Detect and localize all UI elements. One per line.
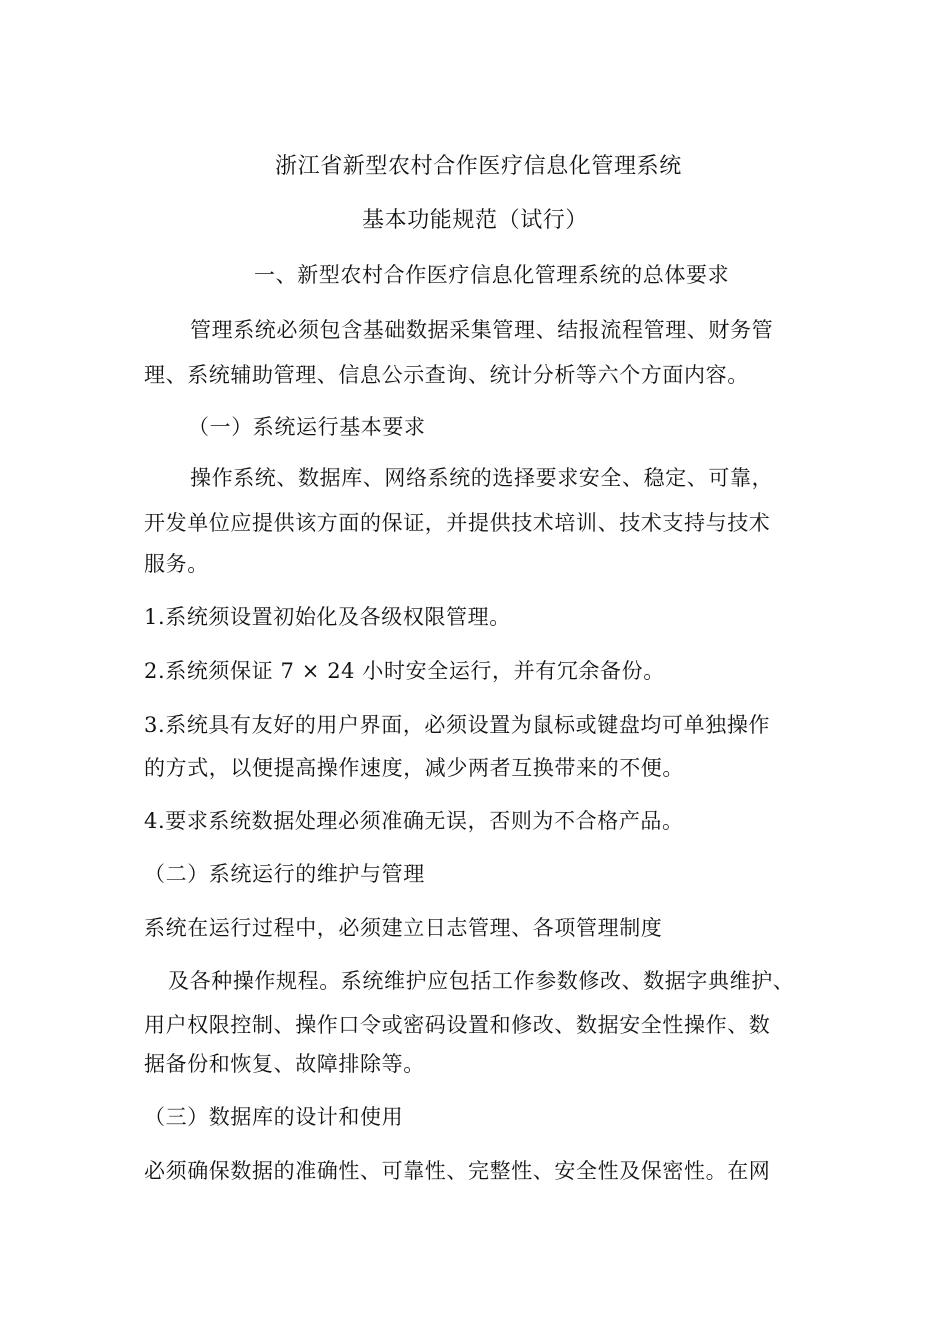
subsection-1-paragraph-line-1: 操作系统、数据库、网络系统的选择要求安全、稳定、可靠， — [190, 466, 774, 490]
subsection-3-heading: （三）数据库的设计和使用 — [144, 1105, 404, 1129]
doc-title-line-1: 浙江省新型农村合作医疗信息化管理系统 — [275, 154, 682, 179]
subsection-2-paragraph-line-3: 用户权限控制、操作口令或密码设置和修改、数据安全性操作、数 — [144, 1013, 771, 1037]
list-item-1: 1.系统须设置初始化及各级权限管理。 — [144, 605, 511, 629]
subsection-2-heading: （二）系统运行的维护与管理 — [144, 862, 425, 886]
subsection-3-paragraph-line-1: 必须确保数据的准确性、可靠性、完整性、安全性及保密性。在网 — [144, 1159, 771, 1183]
subsection-1-paragraph-line-2: 开发单位应提供该方面的保证，并提供技术培训、技术支持与技术 — [144, 511, 771, 535]
list-item-3-line-2: 的方式，以便提高操作速度，减少两者互换带来的不便。 — [144, 756, 684, 780]
list-item-3-line-1: 3.系统具有友好的用户界面，必须设置为鼠标或键盘均可单独操作 — [144, 713, 771, 737]
subsection-2-paragraph-line-1: 系统在运行过程中，必须建立日志管理、各项管理制度 — [144, 916, 663, 940]
subsection-1-heading: （一）系统运行基本要求 — [188, 415, 426, 439]
intro-paragraph-line-1: 管理系统必须包含基础数据采集管理、结报流程管理、财务管 — [190, 318, 774, 342]
subsection-1-paragraph-line-3: 服务。 — [144, 552, 209, 576]
subsection-2-paragraph-line-4: 据备份和恢复、故障排除等。 — [144, 1052, 425, 1076]
doc-title-line-2: 基本功能规范（试行） — [362, 208, 589, 233]
list-item-4: 4.要求系统数据处理必须准确无误，否则为不合格产品。 — [144, 809, 684, 833]
list-item-2: 2.系统须保证 7 × 24 小时安全运行，并有冗余备份。 — [144, 659, 665, 683]
intro-paragraph-line-2: 理、系统辅助管理、信息公示查询、统计分析等六个方面内容。 — [144, 363, 749, 387]
section-1-heading: 一、新型农村合作医疗信息化管理系统的总体要求 — [254, 263, 730, 287]
subsection-2-paragraph-line-2: 及各种操作规程。系统维护应包括工作参数修改、数据字典维护、 — [168, 969, 795, 993]
